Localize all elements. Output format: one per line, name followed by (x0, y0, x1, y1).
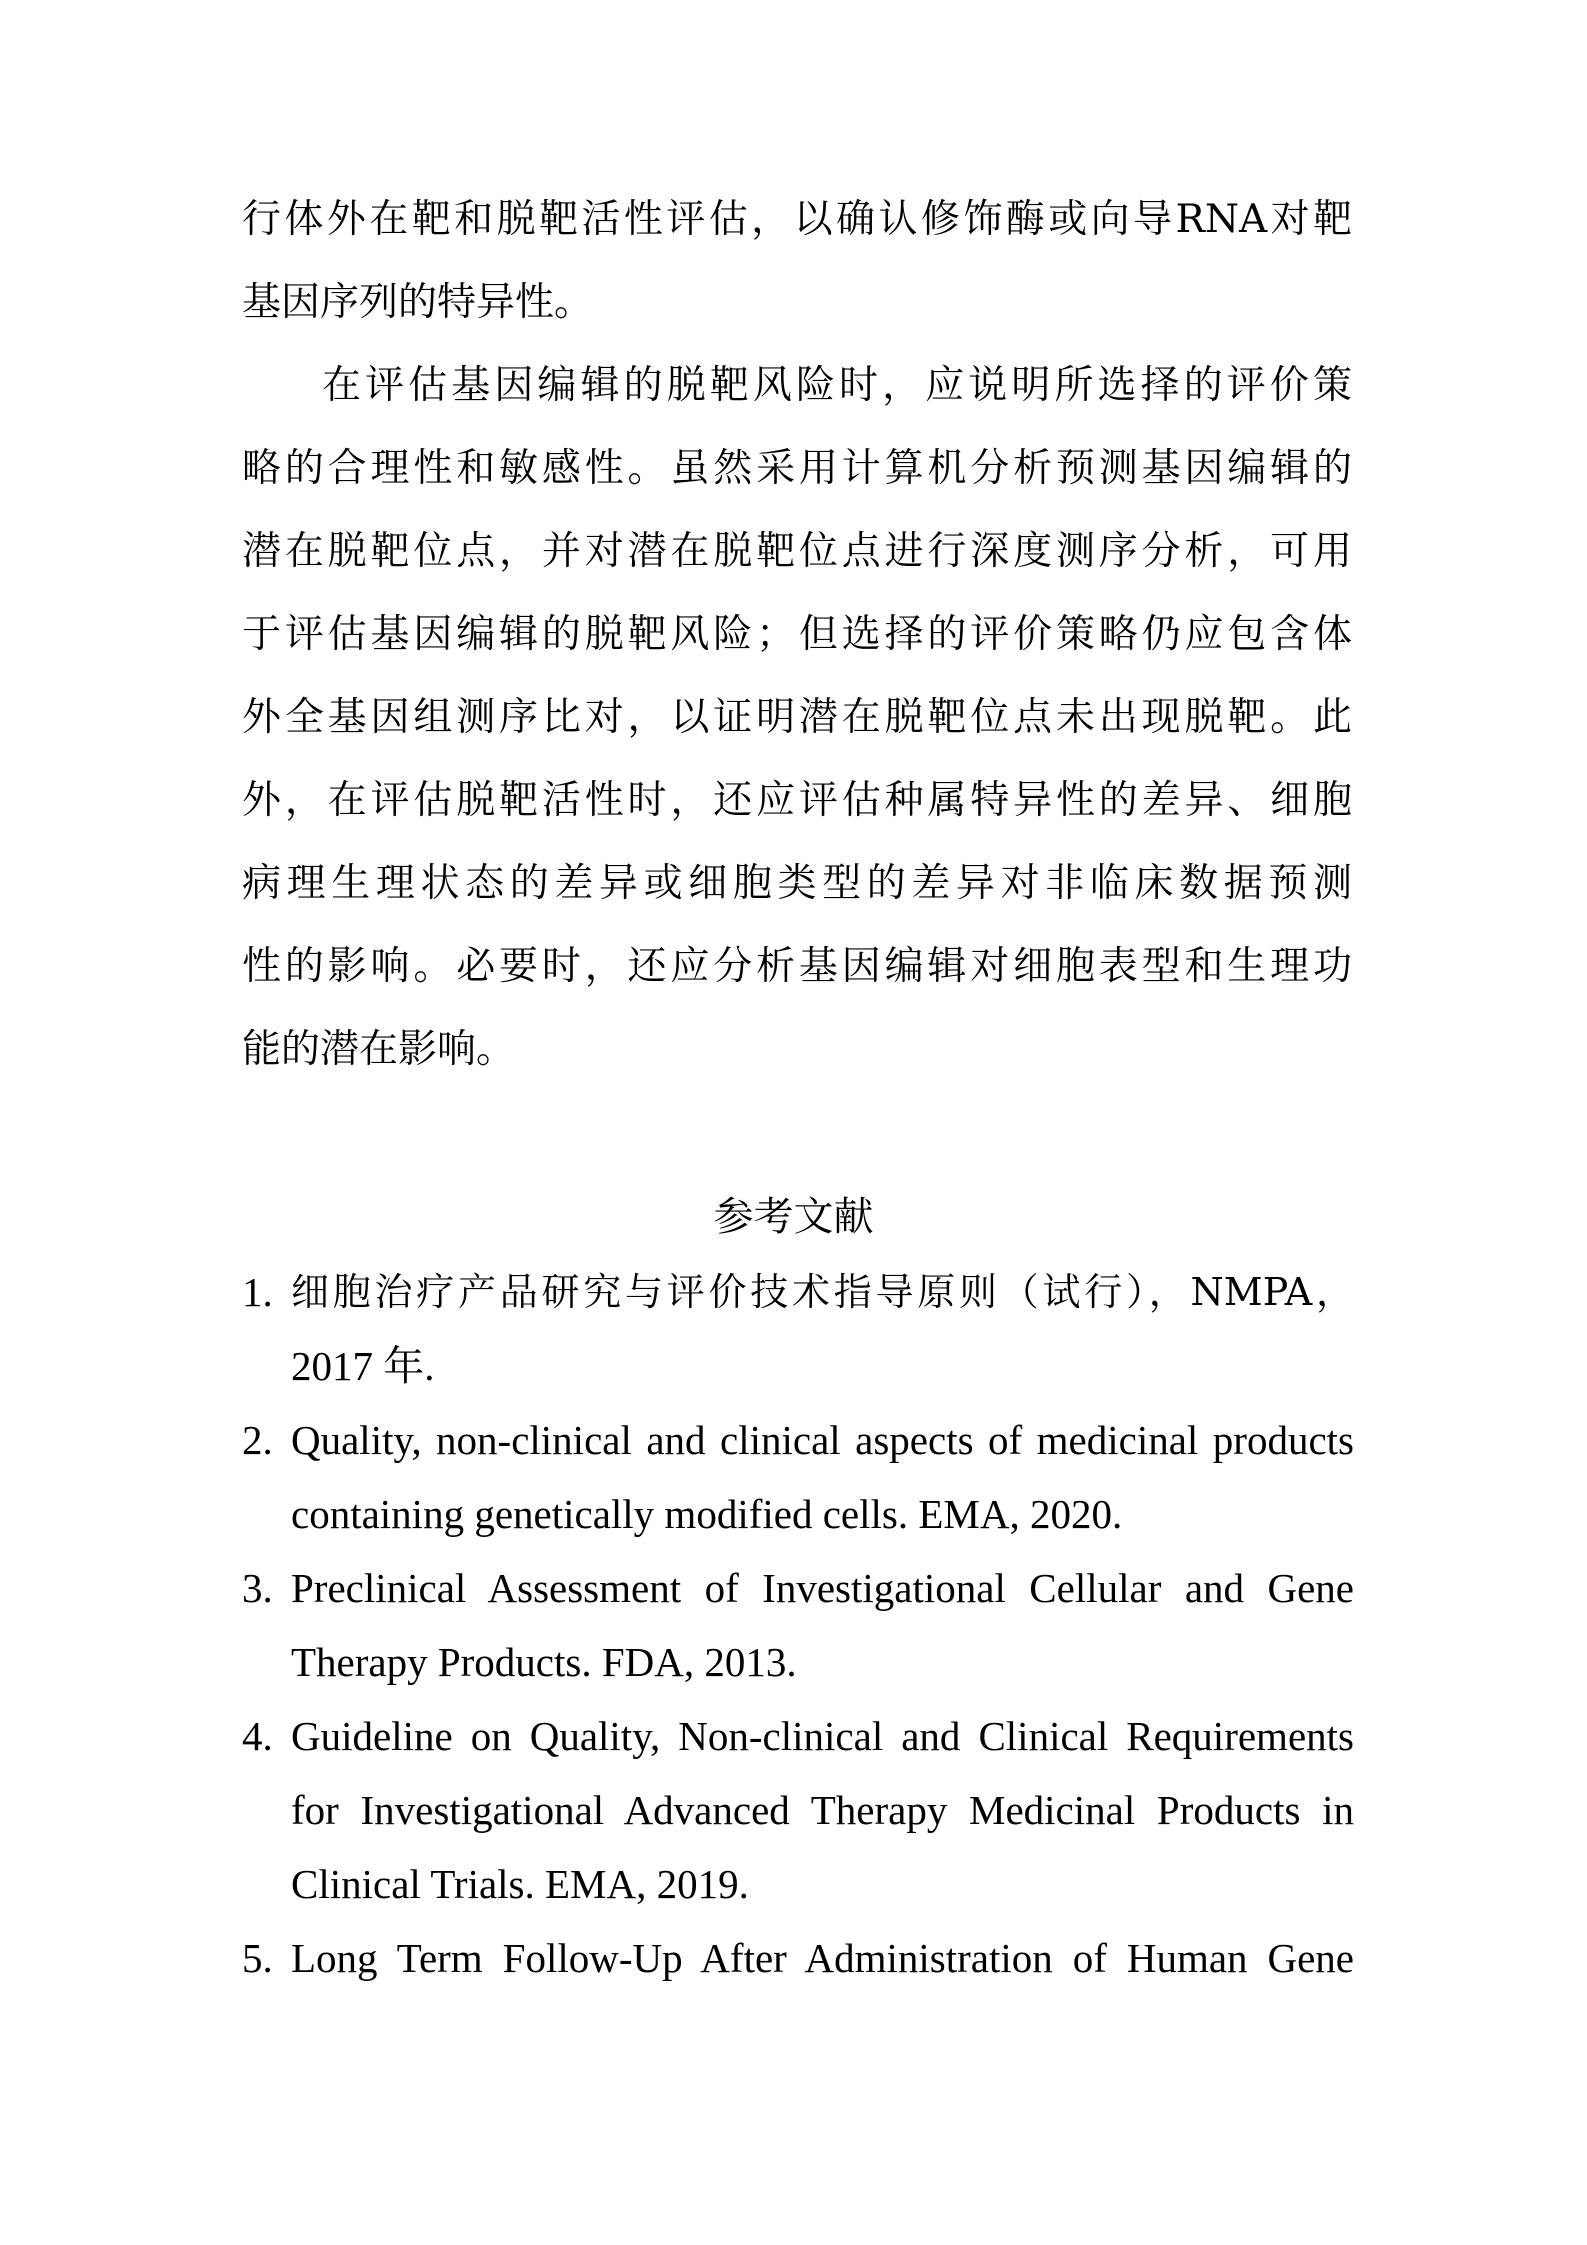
paragraph-line: 在评估基因编辑的脱靶风险时，应说明所选择的评价策 (322, 363, 1352, 408)
reference-number: 4. (242, 1713, 273, 1759)
reference-item (242, 1551, 1354, 1699)
paragraph-line: 潜在脱靶位点，并对潜在脱靶位点进行深度测序分析，可用 (242, 529, 1352, 574)
reference-number: 2. (242, 1417, 273, 1463)
reference-number: 1. (242, 1269, 273, 1315)
reference-item (242, 1255, 1354, 1403)
reference-line: Long Term Follow-Up After Administration of Human Gene (291, 1935, 1354, 1981)
references-list (242, 1255, 1354, 1995)
reference-line: 2017 年. (291, 1343, 435, 1389)
paragraph-line: 行体外在靶和脱靶活性评估，以确认修饰酶或向导RNA对靶 (242, 197, 1352, 242)
reference-line: Clinical Trials. EMA, 2019. (291, 1861, 749, 1907)
paragraph-line: 能的潜在影响。 (242, 1027, 516, 1072)
paragraph-line: 外，在评估脱靶活性时，还应评估种属特异性的差异、细胞 (242, 778, 1352, 823)
paragraph-line: 于评估基因编辑的脱靶风险；但选择的评价策略仍应包含体 (242, 612, 1352, 657)
references-heading: 参考文献 (713, 1194, 874, 1240)
reference-line: containing genetically modified cells. EMA, 2020. (291, 1491, 1123, 1537)
paragraph-line: 病理生理状态的差异或细胞类型的差异对非临床数据预测 (242, 861, 1352, 906)
reference-number: 3. (242, 1565, 273, 1611)
reference-item (242, 1921, 1354, 1995)
paragraph-line: 外全基因组测序比对，以证明潜在脱靶位点未出现脱靶。此 (242, 695, 1352, 740)
reference-item (242, 1699, 1354, 1921)
reference-line: Preclinical Assessment of Investigational Cellular and Gene (291, 1565, 1354, 1611)
reference-number: 5. (242, 1935, 273, 1981)
body-paragraph-1 (242, 178, 1352, 344)
paragraph-line: 性的影响。必要时，还应分析基因编辑对细胞表型和生理功 (242, 944, 1352, 989)
reference-line: Quality, non-clinical and clinical aspects of medicinal products (291, 1417, 1354, 1463)
reference-line: for Investigational Advanced Therapy Medicinal Products in (291, 1787, 1354, 1833)
reference-line: Therapy Products. FDA, 2013. (291, 1639, 797, 1685)
body-paragraph-2 (242, 344, 1352, 1091)
paragraph-line: 基因序列的特异性。 (242, 280, 594, 325)
paragraph-line: 略的合理性和敏感性。虽然采用计算机分析预测基因编辑的 (242, 446, 1352, 491)
reference-line: 细胞治疗产品研究与评价技术指导原则（试行），NMPA， (291, 1270, 1354, 1314)
reference-item (242, 1403, 1354, 1551)
reference-line: Guideline on Quality, Non-clinical and Clinical Requirements (291, 1713, 1354, 1759)
